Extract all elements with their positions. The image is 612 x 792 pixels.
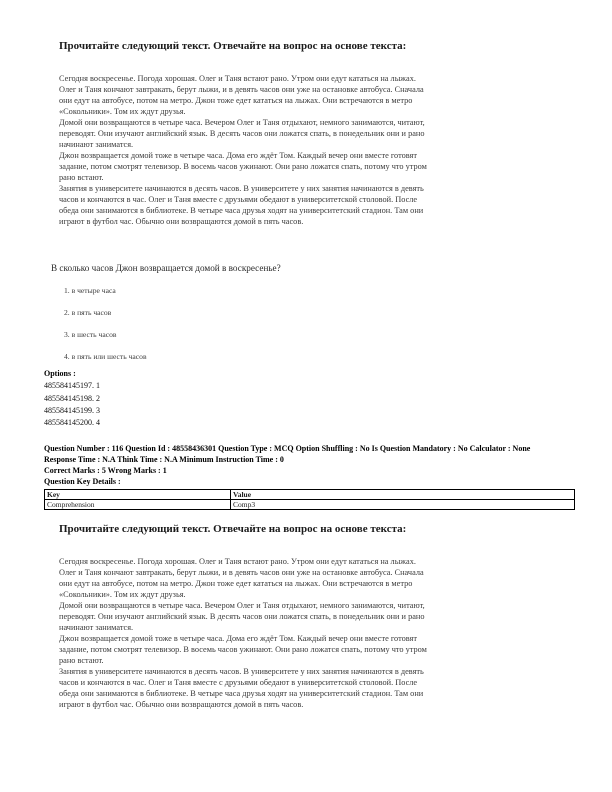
- passage-text: [59, 556, 559, 710]
- passage-line: переводят. Они изучают английский язык. В десять часов они ложатся спать, в понедельник они и рано: [59, 129, 425, 138]
- option-id: 485584145197. 1: [44, 381, 100, 390]
- key-value-table: [44, 489, 575, 510]
- answer-choice: 1. в четыре часа: [64, 286, 116, 295]
- table-header-key: Key: [45, 490, 231, 500]
- table-header-value: Value: [231, 490, 575, 500]
- passage-line: Занятия в университете начинаются в десять часов. В университете у них занятия начинаются в девять: [59, 667, 424, 676]
- question-text: В сколько часов Джон возвращается домой в воскресенье?: [51, 263, 281, 273]
- passage-line: часов и кончаются в час. Олег и Таня вместе с друзьями обедают в университетской столовой. После: [59, 195, 418, 204]
- answer-choice: 3. в шесть часов: [64, 330, 117, 339]
- passage-line: «Сокольники». Том их ждут друзья.: [59, 590, 186, 599]
- passage-line: рано встают.: [59, 173, 104, 182]
- marks-line: Correct Marks : 5 Wrong Marks : 1: [44, 466, 167, 475]
- passage-heading: Прочитайте следующий текст. Отвечайте на вопрос на основе текста:: [59, 40, 407, 52]
- passage-line: Занятия в университете начинаются в десять часов. В университете у них занятия начинаются в девять: [59, 184, 424, 193]
- passage-line: начинают заниматся.: [59, 140, 134, 149]
- key-details-label: Question Key Details :: [44, 477, 121, 486]
- passage-line: «Сокольники». Том их ждут друзья.: [59, 107, 186, 116]
- passage-line: Сегодня воскресенье. Погода хорошая. Олег и Таня встают рано. Утром они едут кататься на лыжах.: [59, 74, 416, 83]
- passage-line: они едут на автобусе, потом на метро. Джон тоже едет кататься на лыжах. Они встречаются в метро: [59, 579, 413, 588]
- passage-line: Олег и Таня кончают завтракать, берут лыжи, и в девять часов они уже на остановке автобуса. Сначала: [59, 568, 424, 577]
- table-cell-value: Comp3: [231, 500, 575, 510]
- response-time-line: Response Time : N.A Think Time : N.A Minimum Instruction Time : 0: [44, 455, 284, 464]
- passage-line: они едут на автобусе, потом на метро. Джон тоже едет кататься на лыжах. Они встречаются в метро: [59, 96, 413, 105]
- passage-line: задание, потом смотрят телевизор. В восемь часов ужинают. Они рано ложатся спать, потому что утром: [59, 162, 427, 171]
- passage-line: играют в футбол час. Обычно они возвращаются домой в пять часов.: [59, 217, 304, 226]
- passage-heading: Прочитайте следующий текст. Отвечайте на вопрос на основе текста:: [59, 523, 407, 535]
- passage-line: Джон возвращается домой тоже в четыре часа. Дома его ждёт Том. Каждый вечер они вместе готовят: [59, 634, 418, 643]
- options-label: Options :: [44, 369, 76, 378]
- question-meta-line: Question Number : 116 Question Id : 48558436301 Question Type : MCQ Option Shuffling : No Is Question Mandatory : No Calculator : None: [44, 444, 531, 453]
- passage-line: начинают заниматся.: [59, 623, 134, 632]
- passage-line: играют в футбол час. Обычно они возвращаются домой в пять часов.: [59, 700, 304, 709]
- answer-choice: 2. в пять часов: [64, 308, 112, 317]
- passage-line: Олег и Таня кончают завтракать, берут лыжи, и в девять часов они уже на остановке автобуса. Сначала: [59, 85, 424, 94]
- option-id: 485584145200. 4: [44, 418, 100, 427]
- passage-text: [59, 73, 559, 227]
- table-cell-key: Comprehension: [45, 500, 231, 510]
- passage-line: обеда они занимаются в библиотеке. В четыре часа друзья ходят на университетский стадион. Там они: [59, 689, 424, 698]
- passage-line: переводят. Они изучают английский язык. В десять часов они ложатся спать, в понедельник они и рано: [59, 612, 425, 621]
- option-id: 485584145198. 2: [44, 394, 100, 403]
- passage-line: Джон возвращается домой тоже в четыре часа. Дома его ждёт Том. Каждый вечер они вместе готовят: [59, 151, 418, 160]
- option-id: 485584145199. 3: [44, 406, 100, 415]
- passage-line: Домой они возвращаются в четыре часа. Вечером Олег и Таня отдыхают, немного занимаются, читают,: [59, 118, 425, 127]
- passage-line: Сегодня воскресенье. Погода хорошая. Олег и Таня встают рано. Утром они едут кататься на лыжах.: [59, 557, 416, 566]
- answer-choice: 4. в пять или шесть часов: [64, 352, 147, 361]
- passage-line: рано встают.: [59, 656, 104, 665]
- passage-line: обеда они занимаются в библиотеке. В четыре часа друзья ходят на университетский стадион. Там они: [59, 206, 424, 215]
- passage-line: часов и кончаются в час. Олег и Таня вместе с друзьями обедают в университетской столовой. После: [59, 678, 418, 687]
- passage-line: задание, потом смотрят телевизор. В восемь часов ужинают. Они рано ложатся спать, потому что утром: [59, 645, 427, 654]
- passage-line: Домой они возвращаются в четыре часа. Вечером Олег и Таня отдыхают, немного занимаются, читают,: [59, 601, 425, 610]
